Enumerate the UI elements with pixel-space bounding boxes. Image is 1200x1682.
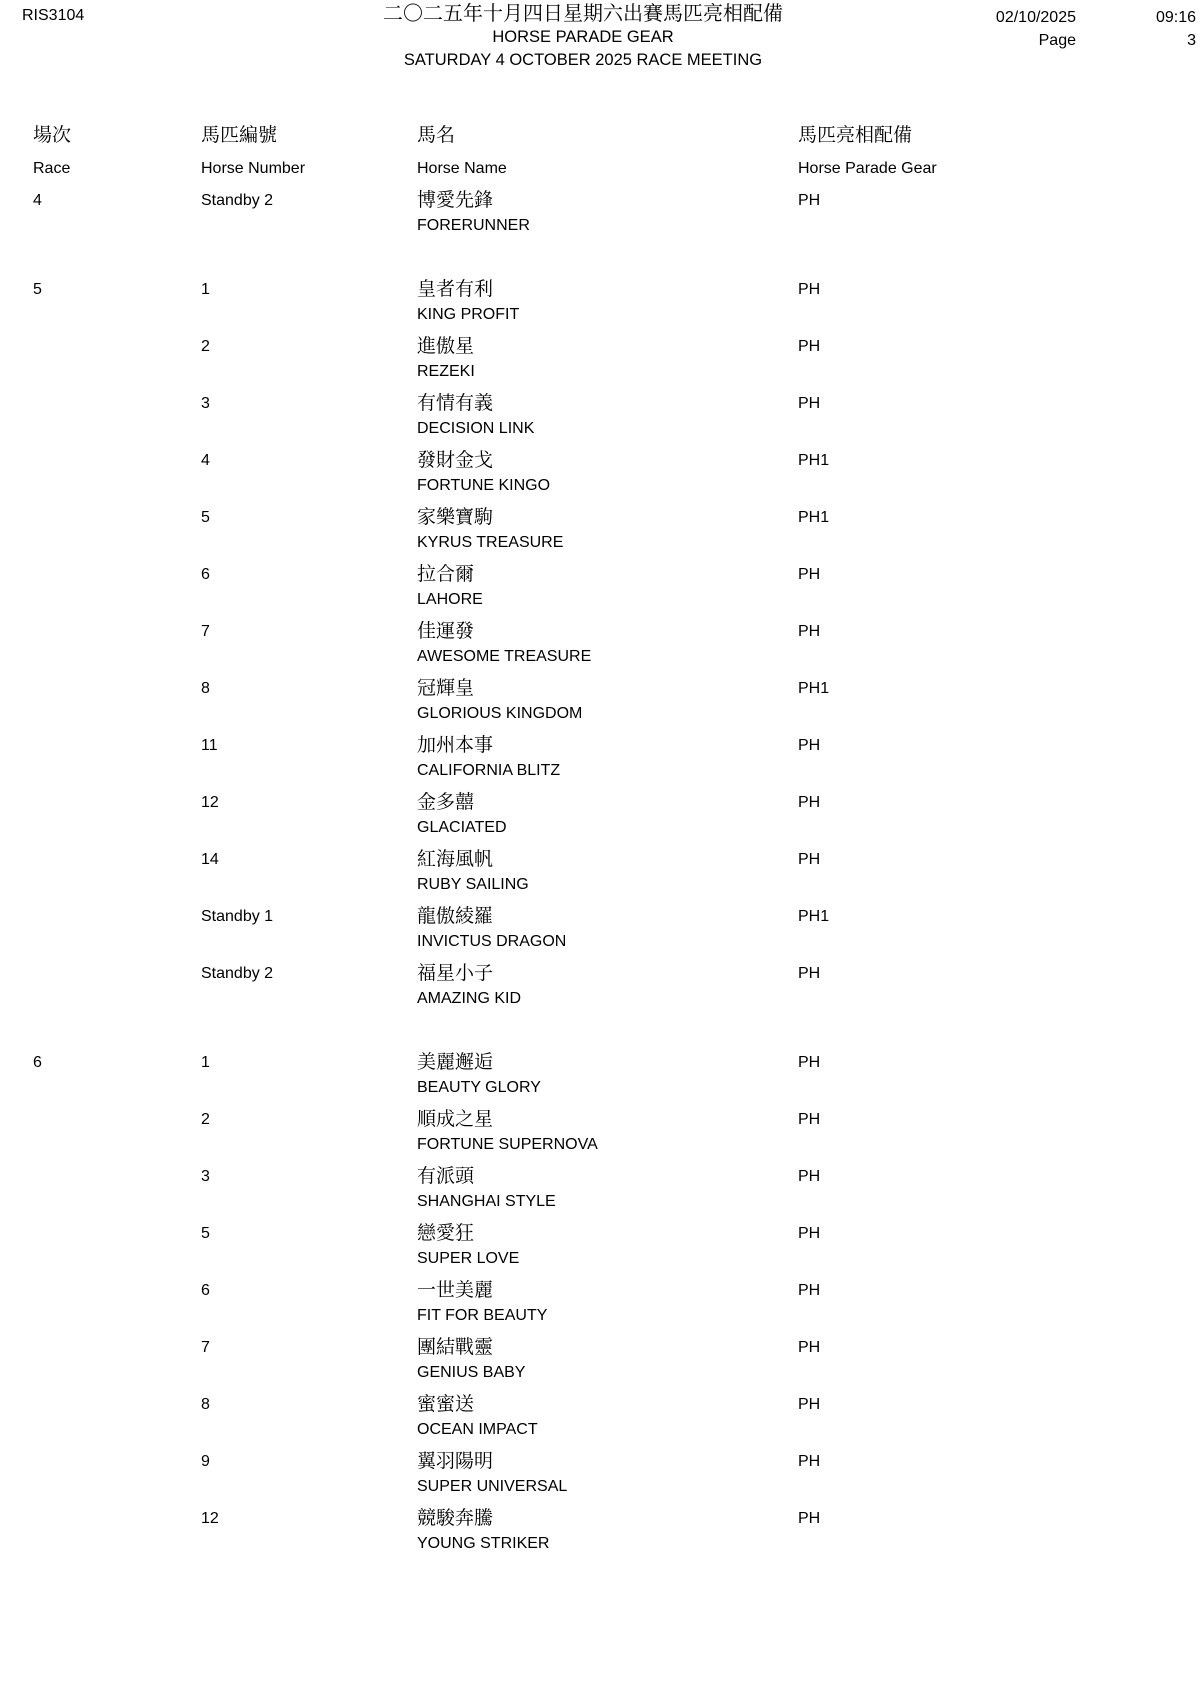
race-number-cell: 6 <box>33 1054 42 1071</box>
parade-gear-cell: PH <box>798 623 821 640</box>
horse-name-cell <box>417 620 798 669</box>
horse-name-en: GLACIATED <box>417 819 507 836</box>
horse-name-cell <box>417 1165 798 1214</box>
horse-name-cell <box>417 791 798 840</box>
horse-number-cell: 8 <box>201 1396 210 1413</box>
parade-gear-cell: PH <box>798 281 821 298</box>
horse-name-en: OCEAN IMPACT <box>417 1421 538 1438</box>
horse-number-cell: 12 <box>201 1510 219 1527</box>
horse-number-cell: 5 <box>201 1225 210 1242</box>
race-number-cell: 4 <box>33 192 42 209</box>
horse-name-zh: 一世美麗 <box>417 1280 494 1301</box>
parade-gear-cell: PH <box>798 737 821 754</box>
horse-number-cell: 6 <box>201 1282 210 1299</box>
column-header-name-en: Horse Name <box>417 160 507 177</box>
horse-name-cell <box>417 1507 798 1556</box>
horse-number-cell: Standby 2 <box>201 192 274 209</box>
horse-name-zh: 有派頭 <box>417 1166 475 1187</box>
horse-name-zh: 龍傲綾羅 <box>417 906 494 927</box>
horse-name-zh: 團結戰靈 <box>417 1337 494 1358</box>
column-header-gear-zh: 馬匹亮相配備 <box>798 125 913 146</box>
horse-name-zh: 順成之星 <box>417 1109 494 1130</box>
horse-number-cell: 6 <box>201 566 210 583</box>
horse-name-en: AMAZING KID <box>417 990 522 1007</box>
report-title-zh: 二〇二五年十月四日星期六出賽馬匹亮相配備 <box>383 3 783 25</box>
horse-name-en: DECISION LINK <box>417 420 535 437</box>
parade-gear-cell: PH1 <box>798 452 830 469</box>
horse-name-zh: 競駿奔騰 <box>417 1508 494 1529</box>
horse-number-cell: Standby 1 <box>201 908 274 925</box>
table-row <box>33 1279 1200 1328</box>
parade-gear-cell: PH <box>798 1225 821 1242</box>
horse-number-cell: Standby 2 <box>201 965 274 982</box>
page-label: Page <box>1038 32 1076 49</box>
parade-gear-cell: PH1 <box>798 680 830 697</box>
horse-name-zh: 拉合爾 <box>417 564 475 585</box>
table-row <box>33 392 1200 441</box>
parade-gear-cell: PH <box>798 1339 821 1356</box>
column-header-number-zh: 馬匹編號 <box>201 125 278 146</box>
report-title-en: HORSE PARADE GEAR <box>492 28 674 46</box>
horse-number-cell: 9 <box>201 1453 210 1470</box>
horse-number-cell: 12 <box>201 794 219 811</box>
column-header-name-zh: 馬名 <box>417 125 456 146</box>
horse-name-cell <box>417 189 798 238</box>
horse-name-en: SUPER UNIVERSAL <box>417 1478 568 1495</box>
horse-name-zh: 冠輝皇 <box>417 678 475 699</box>
table-row <box>33 1507 1200 1556</box>
horse-name-en: FORERUNNER <box>417 217 530 234</box>
horse-name-cell <box>417 962 798 1011</box>
report-header-center <box>383 2 783 72</box>
parade-gear-cell: PH <box>798 1453 821 1470</box>
horse-name-cell <box>417 392 798 441</box>
horse-name-en: BEAUTY GLORY <box>417 1079 541 1096</box>
horse-number-cell: 4 <box>201 452 210 469</box>
horse-name-en: RUBY SAILING <box>417 876 529 893</box>
horse-name-en: REZEKI <box>417 363 475 380</box>
table-row <box>33 677 1200 726</box>
horse-name-zh: 加州本事 <box>417 735 494 756</box>
column-header-en-row <box>33 148 1200 181</box>
table-row <box>33 1336 1200 1385</box>
report-time: 09:16 <box>1155 9 1196 26</box>
horse-name-en: CALIFORNIA BLITZ <box>417 762 561 779</box>
horse-name-cell <box>417 335 798 384</box>
table-row <box>33 620 1200 669</box>
table-row <box>33 1393 1200 1442</box>
horse-name-zh: 皇者有利 <box>417 279 494 300</box>
horse-name-cell <box>417 563 798 612</box>
horse-number-cell: 1 <box>201 1054 210 1071</box>
page-number: 3 <box>1187 32 1196 49</box>
parade-gear-cell: PH <box>798 1396 821 1413</box>
table-row <box>33 1165 1200 1214</box>
parade-gear-cell: PH <box>798 1282 821 1299</box>
horse-name-cell <box>417 506 798 555</box>
horse-name-en: FORTUNE SUPERNOVA <box>417 1136 598 1153</box>
horse-name-en: SUPER LOVE <box>417 1250 520 1267</box>
table-row <box>33 791 1200 840</box>
table-row <box>33 1222 1200 1271</box>
table-row <box>33 1450 1200 1499</box>
horse-name-zh: 翼羽陽明 <box>417 1451 494 1472</box>
horse-name-cell <box>417 278 798 327</box>
race-number-cell: 5 <box>33 281 42 298</box>
horse-name-zh: 金多囍 <box>417 792 475 813</box>
horse-name-cell <box>417 848 798 897</box>
horse-name-en: FIT FOR BEAUTY <box>417 1307 548 1324</box>
horse-name-zh: 戀愛狂 <box>417 1223 475 1244</box>
race-block <box>33 1051 1200 1556</box>
horse-number-cell: 5 <box>201 509 210 526</box>
horse-name-zh: 蜜蜜送 <box>417 1394 475 1415</box>
horse-name-en: GENIUS BABY <box>417 1364 526 1381</box>
horse-number-cell: 8 <box>201 680 210 697</box>
parade-gear-table <box>0 124 1200 1564</box>
horse-name-cell <box>417 905 798 954</box>
parade-gear-cell: PH1 <box>798 509 830 526</box>
race-blocks <box>33 189 1200 1556</box>
parade-gear-cell: PH <box>798 794 821 811</box>
horse-name-en: YOUNG STRIKER <box>417 1535 550 1552</box>
horse-name-zh: 福星小子 <box>417 963 494 984</box>
parade-gear-cell: PH <box>798 851 821 868</box>
table-row <box>33 506 1200 555</box>
horse-number-cell: 2 <box>201 1111 210 1128</box>
table-row <box>33 335 1200 384</box>
horse-name-cell <box>417 1336 798 1385</box>
race-block <box>33 189 1200 238</box>
table-row <box>33 962 1200 1011</box>
column-header-race-zh: 場次 <box>33 125 72 146</box>
table-row <box>33 1108 1200 1157</box>
table-row <box>33 449 1200 498</box>
horse-name-en: KYRUS TREASURE <box>417 534 564 551</box>
parade-gear-cell: PH <box>798 1168 821 1185</box>
horse-name-cell <box>417 1450 798 1499</box>
horse-name-en: AWESOME TREASURE <box>417 648 592 665</box>
table-row <box>33 1051 1200 1100</box>
horse-name-en: LAHORE <box>417 591 483 608</box>
horse-name-cell <box>417 449 798 498</box>
report-date: 02/10/2025 <box>995 9 1076 26</box>
horse-name-zh: 美麗邂逅 <box>417 1052 494 1073</box>
horse-name-cell <box>417 1393 798 1442</box>
horse-name-cell <box>417 677 798 726</box>
horse-name-en: SHANGHAI STYLE <box>417 1193 556 1210</box>
horse-name-zh: 發財金戈 <box>417 450 494 471</box>
column-header-number-en: Horse Number <box>201 160 306 177</box>
parade-gear-cell: PH <box>798 395 821 412</box>
horse-name-zh: 佳運發 <box>417 621 475 642</box>
horse-number-cell: 2 <box>201 338 210 355</box>
horse-number-cell: 11 <box>201 737 218 754</box>
horse-name-cell <box>417 1108 798 1157</box>
horse-number-cell: 1 <box>201 281 210 298</box>
horse-name-cell <box>417 734 798 783</box>
column-header-gear-en: Horse Parade Gear <box>798 160 937 177</box>
horse-name-cell <box>417 1222 798 1271</box>
table-row <box>33 905 1200 954</box>
horse-name-cell <box>417 1279 798 1328</box>
horse-name-en: KING PROFIT <box>417 306 520 323</box>
column-header-zh-row <box>33 124 1200 148</box>
table-row <box>33 563 1200 612</box>
horse-number-cell: 3 <box>201 395 210 412</box>
horse-number-cell: 7 <box>201 1339 210 1356</box>
parade-gear-cell: PH <box>798 965 821 982</box>
table-row <box>33 278 1200 327</box>
table-row <box>33 848 1200 897</box>
table-row <box>33 189 1200 238</box>
horse-name-cell <box>417 1051 798 1100</box>
horse-number-cell: 14 <box>201 851 219 868</box>
parade-gear-cell: PH <box>798 338 821 355</box>
horse-name-zh: 家樂寶駒 <box>417 507 494 528</box>
race-block <box>33 278 1200 1011</box>
parade-gear-cell: PH <box>798 192 821 209</box>
horse-name-zh: 博愛先鋒 <box>417 190 494 211</box>
horse-number-cell: 3 <box>201 1168 210 1185</box>
parade-gear-cell: PH <box>798 1111 821 1128</box>
horse-name-en: INVICTUS DRAGON <box>417 933 567 950</box>
horse-name-zh: 進傲星 <box>417 336 475 357</box>
parade-gear-cell: PH1 <box>798 908 830 925</box>
parade-gear-cell: PH <box>798 1510 821 1527</box>
table-row <box>33 734 1200 783</box>
report-subtitle: SATURDAY 4 OCTOBER 2025 RACE MEETING <box>403 51 763 69</box>
horse-name-en: FORTUNE KINGO <box>417 477 551 494</box>
parade-gear-cell: PH <box>798 1054 821 1071</box>
horse-number-cell: 7 <box>201 623 210 640</box>
horse-name-en: GLORIOUS KINGDOM <box>417 705 583 722</box>
report-code: RIS3104 <box>22 7 85 24</box>
horse-name-zh: 有情有義 <box>417 393 494 414</box>
report-header-right <box>996 6 1196 52</box>
parade-gear-cell: PH <box>798 566 821 583</box>
horse-name-zh: 紅海風帆 <box>417 849 494 870</box>
column-header-race-en: Race <box>33 160 71 177</box>
